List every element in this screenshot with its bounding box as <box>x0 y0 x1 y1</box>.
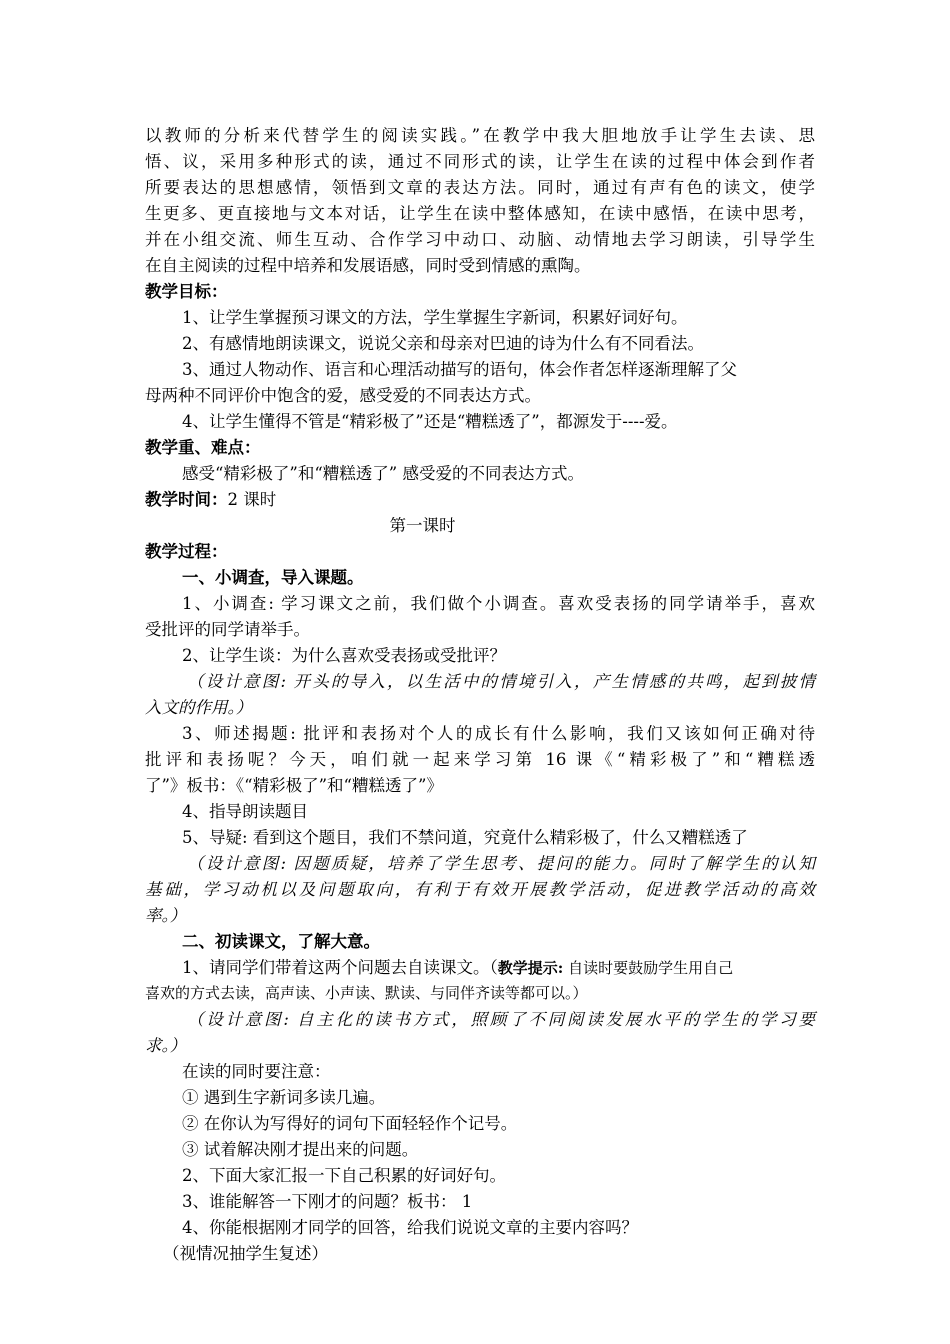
keypoints-text: 感受“精彩极了”和“糟糕透了” 感受爱的不同表达方式。 <box>182 464 584 483</box>
intro-line: 以教师的分析来代替学生的阅读实践。”在教学中我大胆地放手让学生去读、思 <box>145 126 815 145</box>
intro-line: 悟、议，采用多种形式的读，通过不同形式的读，让学生在读的过程中体会到作者 <box>145 152 815 171</box>
goal-item: 3、通过人物动作、语言和心理活动描写的语句，体会作者怎样逐渐理解了父 <box>182 360 737 379</box>
teaching-tip-label: 教学提示: <box>497 959 564 977</box>
section1-title: 一、小调查，导入课题。 <box>182 568 364 587</box>
section2-line: （视情况抽学生复述） <box>163 1244 328 1263</box>
section1-line: 3、师述揭题: 批评和表扬对个人的成长有什么影响，我们又该如何正确对待 <box>182 724 815 743</box>
keypoints-heading: 教学重、难点： <box>145 438 261 457</box>
section2-line: 4、你能根据刚才同学的回答，给我们说说文章的主要内容吗？ <box>182 1218 638 1237</box>
time-heading: 教学时间： <box>145 490 228 509</box>
section2-line <box>182 955 852 981</box>
goals-heading: 教学目标： <box>145 282 228 301</box>
section2-line: 3、谁能解答一下刚才的问题？板书： 1 <box>182 1192 473 1211</box>
goal-item: 1、让学生掌握预习课文的方法，学生掌握生字新词，积累好词好句。 <box>182 308 688 327</box>
checklist-item: ③ 试着解决刚才提出来的问题。 <box>182 1140 419 1159</box>
design-note: 求。） <box>145 1036 187 1055</box>
design-note: 率。） <box>145 906 187 925</box>
section2-line: 喜欢的方式去读，高声读、小声读、默读、与同伴齐读等都可以。） <box>145 984 588 1002</box>
intro-line: 在自主阅读的过程中培养和发展语感，同时受到情感的熏陶。 <box>145 256 591 275</box>
section1-line: 2、让学生谈：为什么喜欢受表扬或受批评？ <box>182 646 506 665</box>
section1-line: 5、导疑: 看到这个题目，我们不禁问道，究竟什么精彩极了，什么又糟糕透了 <box>182 828 748 847</box>
intro-line: 并在小组交流、师生互动、合作学习中动口、动脑、动情地去学习朗读，引导学生 <box>145 230 815 249</box>
design-note: （设计意图: 开头的导入，以生活中的情境引入，产生情感的共鸣，起到披情 <box>187 672 815 691</box>
section2-line-text: 1、请同学们带着这两个问题去自读课文。（ <box>182 958 498 977</box>
design-note: （设计意图: 自主化的读书方式，照顾了不同阅读发展水平的学生的学习要 <box>187 1010 815 1029</box>
checklist-item: ① 遇到生字新词多读几遍。 <box>182 1088 386 1107</box>
intro-line: 所要表达的思想感情，领悟到文章的表达方法。同时，通过有声有色的读文，使学 <box>145 178 815 197</box>
time-row <box>145 487 815 512</box>
section1-line: 批评和表扬呢？今天，咱们就一起来学习第 16 课《“精彩极了”和“糟糕透 <box>145 750 815 769</box>
goal-item: 4、让学生懂得不管是“精彩极了”还是“糟糕透了”，都源发于----爱。 <box>182 412 678 431</box>
goal-item: 母两种不同评价中饱含的爱，感受爱的不同表达方式。 <box>145 386 541 405</box>
section1-line: 受批评的同学请举手。 <box>145 620 310 639</box>
time-value: 2 课时 <box>227 490 277 509</box>
section2-line: 在读的同时要注意： <box>182 1062 331 1081</box>
section1-line: 1、小调查: 学习课文之前，我们做个小调查。喜欢受表扬的同学请举手，喜欢 <box>182 594 815 613</box>
goal-item: 2、有感情地朗读课文，说说父亲和母亲对巴迪的诗为什么有不同看法。 <box>182 334 704 353</box>
intro-line: 生更多、更直接地与文本对话，让学生在读中整体感知，在读中感悟，在读中思考， <box>145 204 815 223</box>
design-note: （设计意图: 因题质疑，培养了学生思考、提问的能力。同时了解学生的认知 <box>187 854 815 873</box>
lesson-title: 第一课时 <box>389 516 456 535</box>
section2-title: 二、初读课文，了解大意。 <box>182 932 380 951</box>
section2-line: 2、下面大家汇报一下自己积累的好词好句。 <box>182 1166 506 1185</box>
teaching-tip-text: 自读时要鼓励学生用自己 <box>563 959 734 977</box>
design-note: 入文的作用。） <box>145 698 253 717</box>
checklist-item: ② 在你认为写得好的词句下面轻轻作个记号。 <box>182 1114 518 1133</box>
section1-line: 4、指导朗读题目 <box>182 802 308 821</box>
section1-line: 了”》板书：《“精彩极了”和“糟糕透了”》 <box>145 776 443 795</box>
design-note: 基础，学习动机以及问题取向，有利于有效开展教学活动，促进教学活动的高效 <box>145 880 815 899</box>
process-heading: 教学过程： <box>145 542 228 561</box>
